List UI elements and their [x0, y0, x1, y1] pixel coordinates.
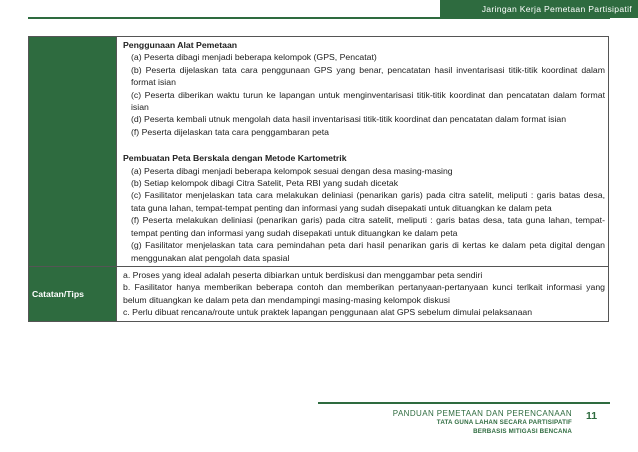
tips-row: [29, 266, 609, 321]
list-item: (a) Peserta dibagi menjadi beberapa kelompok sesuai dengan desa masing-masing: [131, 165, 453, 176]
activity-row-content: [117, 37, 609, 267]
list-item: (f) Peserta dijelaskan tata cara penggambaran peta: [131, 126, 330, 137]
list-item: (f) Peserta melakukan deliniasi (penarikan garis) pada citra satelit, meliputi : garis batas desa, tata guna lahan, tempat-tempat penting dan informasi yang sudah disepakati untuk dituangkan ke dalam peta: [131, 215, 605, 238]
list-item: (g) Fasilitator menjelaskan tata cara pemindahan peta dari hasil penarikan garis di kertas ke dalam peta digital dengan menggunakan alat pengolah data spasial: [131, 240, 605, 263]
tips-row-label: Catatan/Tips: [29, 266, 117, 321]
footer-subtitle-line2: BERBASIS MITIGASI BENCANA: [473, 428, 572, 435]
page-number: 11: [586, 410, 598, 422]
tip-item: c. Perlu dibuat rencana/route untuk praktek lapangan penggunaan alat GPS sebelum dimulai pelaksanaan: [123, 307, 533, 318]
list-item: (b) Peserta dijelaskan tata cara penggunaan GPS yang benar, pencatatan hasil inventarisasi titik-titik koordinat dalam format isian: [131, 64, 605, 88]
tip-item: b. Fasilitator hanya memberikan beberapa contoh dan memberikan pertanyaan-pertanyaan kunci terlkait informasi yang belum dituangkan ke dalam peta dan mendampingi masing-masing kelompok diskusi: [123, 282, 605, 305]
tips-row-content: [117, 266, 609, 321]
list-item: (d) Peserta kembali utnuk mengolah data hasil inventarisasi titik-titik koordinat dan pencatatan dalam format isian: [131, 114, 567, 125]
activity-row: [29, 37, 609, 267]
list-item: (a) Peserta dibagi menjadi beberapa kelompok (GPS, Pencatat): [131, 52, 377, 63]
activity-row-label: [29, 37, 117, 267]
footer-book-title: [393, 409, 572, 436]
footer-subtitle-line1: TATA GUNA LAHAN SECARA PARTISIPATIF: [436, 419, 572, 426]
list-item: (b) Setiap kelompok dibagi Citra Satelit, Peta RBI yang sudah dicetak: [131, 178, 399, 189]
section-title: Pembuatan Peta Berskala dengan Metode Kartometrik: [123, 153, 347, 164]
footer-title: PANDUAN PEMETAAN DAN PERENCANAAN: [392, 409, 572, 418]
tip-item: a. Proses yang ideal adalah peserta dibiarkan untuk berdiskusi dan menggambar peta sendiri: [123, 269, 483, 280]
activity-table: [28, 36, 609, 322]
section-gap: [123, 138, 605, 152]
running-header: Jaringan Kerja Pemetaan Partisipatif: [440, 0, 638, 18]
footer-rule: [318, 402, 610, 404]
list-item: (c) Peserta diberikan waktu turun ke lapangan untuk menginventarisasi titik-titik koordinat dan pencatatan dalam format isian: [131, 89, 605, 113]
list-item: (c) Fasilitator menjelaskan tata cara melakukan deliniasi (penarikan garis) pada citra satelit, meliputi : garis batas desa, tata guna lahan, tempat-tempat penting dan informasi yang sudah disepakati untuk dituangkan ke dalam peta: [131, 190, 605, 213]
section-title: Penggunaan Alat Pemetaan: [123, 40, 238, 50]
